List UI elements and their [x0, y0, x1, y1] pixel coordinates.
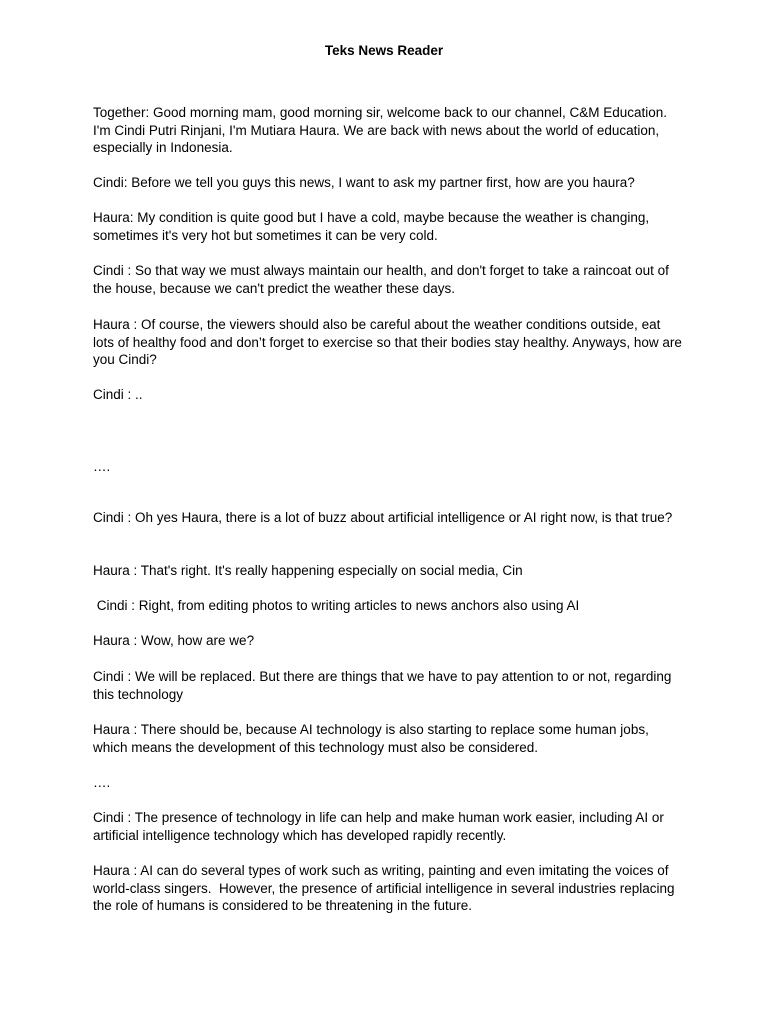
paragraph-cindi-dots: Cindi : .. [93, 387, 143, 402]
paragraph-haura-weather: Haura : Of course, the viewers should also be careful about the weather conditions outside, eat lots of healthy food and don’t forget to exercise so that their bodies stay healthy. Anyways, how are you Cindi? [93, 317, 686, 368]
paragraph-cindi-presence: Cindi : The presence of technology in life can help and make human work easier, including AI or artificial intelligence technology which has developed rapidly recently. [93, 810, 668, 843]
paragraph-haura-jobs: Haura : There should be, because AI technology is also starting to replace some human jobs, which means the development of this technology must also be considered. [93, 722, 653, 755]
paragraph-cindi-ask: Cindi: Before we tell you guys this news, I want to ask my partner first, how are you haura? [93, 175, 635, 190]
paragraph-cindi-replaced: Cindi : We will be replaced. But there are things that we have to pay attention to or not, regarding this technology [93, 669, 676, 702]
paragraph-haura-cold: Haura: My condition is quite good but I have a cold, maybe because the weather is changing, sometimes it's very hot but sometimes it can be very cold. [93, 210, 653, 243]
paragraph-haura-work: Haura : AI can do several types of work such as writing, painting and even imitating the voices of world-class singers. However, the presence of artificial intelligence in several industries replacing the role of humans is considered to be threatening in the future. [93, 863, 679, 914]
paragraph-haura-social: Haura : That's right. It's really happening especially on social media, Cin [93, 563, 523, 578]
paragraph-cindi-ai: Cindi : Oh yes Haura, there is a lot of buzz about artificial intelligence or AI right now, is that true? [93, 510, 673, 525]
paragraph-greeting: Together: Good morning mam, good morning sir, welcome back to our channel, C&M Education. I'm Cindi Putri Rinjani, I'm Mutiara Haura. We are back with news about the world of education, especially in Indonesia. [93, 105, 671, 156]
document-title: Teks News Reader [324, 43, 444, 58]
paragraph-ellipsis-1: …. [93, 459, 111, 474]
paragraph-cindi-editing: Cindi : Right, from editing photos to writing articles to news anchors also using AI [93, 598, 580, 613]
paragraph-ellipsis-2: …. [93, 775, 111, 790]
paragraph-cindi-health: Cindi : So that way we must always maintain our health, and don't forget to take a raincoat out of the house, because we can't predict the weather these days. [93, 263, 673, 296]
paragraph-haura-wow: Haura : Wow, how are we? [93, 633, 255, 648]
